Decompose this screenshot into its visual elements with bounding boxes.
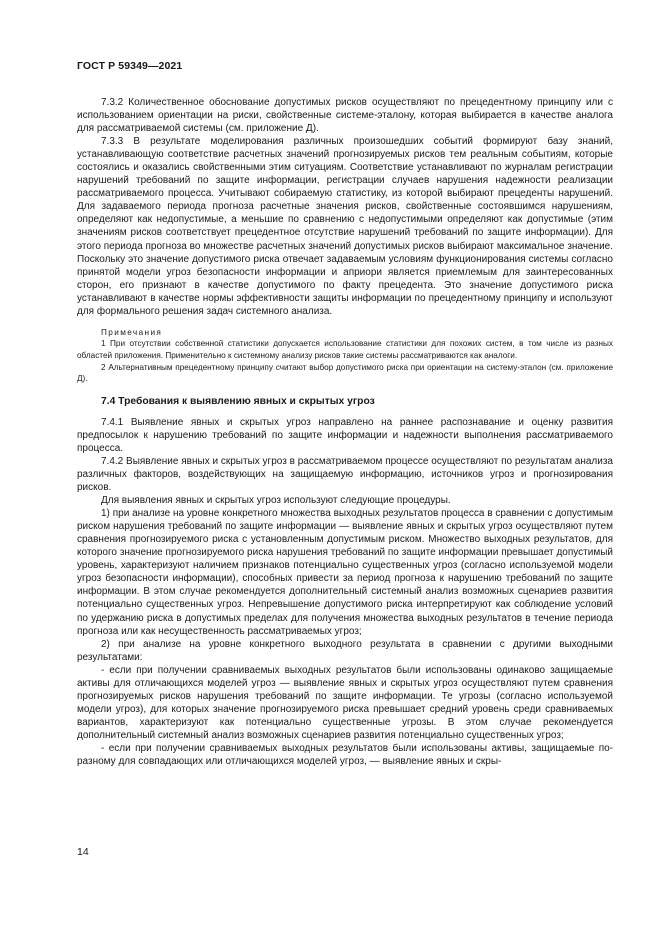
dash-item-1: - если при получении сравниваемых выходных результатов были использованы одинаково защищаемые активы для отличающихся моделей угроз — выявление явных и скрытых угроз осуществляют путем сравнения прогнозируемых рисков нарушения требований по защите информации. Те угрозы (согласно используемой модели угроз), для которых значение прогнозируемого риска превышает средний уровень среди сравниваемых вариантов, характеризуют как потенциально существенные угрозы. В этом случае рекомендуется дополнительный системный анализ возможных сценариев развития потенциально существенных угроз;	[77, 664, 613, 741]
notes-title: Примечания	[101, 327, 163, 337]
paragraph-7-3-2: 7.3.2 Количественное обоснование допустимых рисков осуществляют по прецедентному принципу или с использованием ориентации на риски, свойственные системе-эталону, которая выбирается в качестве аналога для рассматриваемой системы (см. приложение Д).	[77, 97, 613, 135]
notes-block	[77, 327, 613, 385]
list-item-1: 1) при анализе на уровне конкретного множества выходных результатов процесса в сравнении с допустимым риском нарушения требований по защите информации — выявление явных и скрытых угроз осуществляют путем сравнения прогнозируемого риска с установленным допустимым риском. Множество выходных результатов, для которого значение прогнозируемого риска нарушения требований по защите информации превышает допустимый уровень, характеризуют наличием признаков потенциально существенных угроз (согласно используемой модели угроз безопасности информации), способных привести за период прогноза к нарушению требований по защите информации. В этом случае рекомендуется дополнительный системный анализ возможных сценариев развития потенциально существенных угроз. Непревышение допустимого риска интерпретируют как соблюдение условий по удержанию риска в допустимых пределах для получения множества выходных результатов в течение периода прогноза или как несущественность рассматриваемых угроз;	[77, 508, 613, 637]
page-number: 14	[77, 846, 89, 858]
note-1: 1 При отсутствии собственной статистики допускается использование статистики для похожих систем, в том числе из разных областей приложения. Применительно к системному анализу рисков такие системы рассматриваются как аналоги.	[77, 339, 613, 360]
list-item-2: 2) при анализе на уровне конкретного выходного результата в сравнении с другими выходными результатами:	[77, 638, 613, 663]
dash-item-2: - если при получении сравниваемых выходных результатов были использованы активы, защищаемые по-разному для совпадающих или отличающихся моделей угроз, — выявление явных и скры-	[77, 742, 613, 768]
paragraph-7-4-2: 7.4.2 Выявление явных и скрытых угроз в рассматриваемом процессе осуществляют по результатам анализа различных факторов, воздействующих на защищаемую информацию, источников угроз и прогнозирования рисков.	[77, 455, 613, 494]
paragraph-7-3-3: 7.3.3 В результате моделирования различных произошедших событий формируют базу знаний, устанавливающую соответствие расчетных значений прогнозируемых рисков тем реальным событиям, которые состоялись и оказались свойственными этим ситуациям. Соответствие устанавливают по журналам регистрации нарушений требований по защите информации, регистрации случаев нарушения надежности реализации рассматриваемого процесса. Учитывают собираемую статистику, из которой выбирают прецеденты нарушений. Для задаваемого периода прогноза расчетные значения рисков, свойственные состоявшимся нарушениям, определяют как недопустимые, а меньшие по сравнению с недопустимыми определяют как допустимые (этим значениям рисков соответствует прецедентное отсутствие нарушений требований по защите информации). Для этого периода прогноза во множестве расчетных значений допустимых рисков выбирают максимальное значение. Поскольку это значение допустимого риска отвечает задаваемым условиям функционирования системы согласно принятой модели угроз безопасности информации и априори является приемлемым для заинтересованных сторон, его признают в качестве допустимого по факту прецедента. Это значение допустимого риска устанавливают в качестве нормы эффективности защиты информации по прецедентному принципу и используют для формального решения задач системного анализа.	[77, 136, 613, 317]
paragraph-procedures: Для выявления явных и скрытых угроз используют следующие процедуры.	[101, 495, 451, 507]
note-2: 2 Альтернативным прецедентному принципу считают выбор допустимого риска при ориентации на систему-эталон (см. приложение Д).	[77, 362, 613, 384]
paragraph-7-4-1: 7.4.1 Выявление явных и скрытых угроз направлено на раннее распознавание и оценку развития предпосылок к нарушению требований по защите информации и надежности выполнения рассматриваемого процесса.	[77, 416, 613, 454]
document-code: ГОСТ Р 59349—2021	[77, 60, 183, 72]
page-content	[77, 96, 613, 768]
section-heading-7-4: 7.4 Требования к выявлению явных и скрытых угроз	[101, 395, 375, 407]
